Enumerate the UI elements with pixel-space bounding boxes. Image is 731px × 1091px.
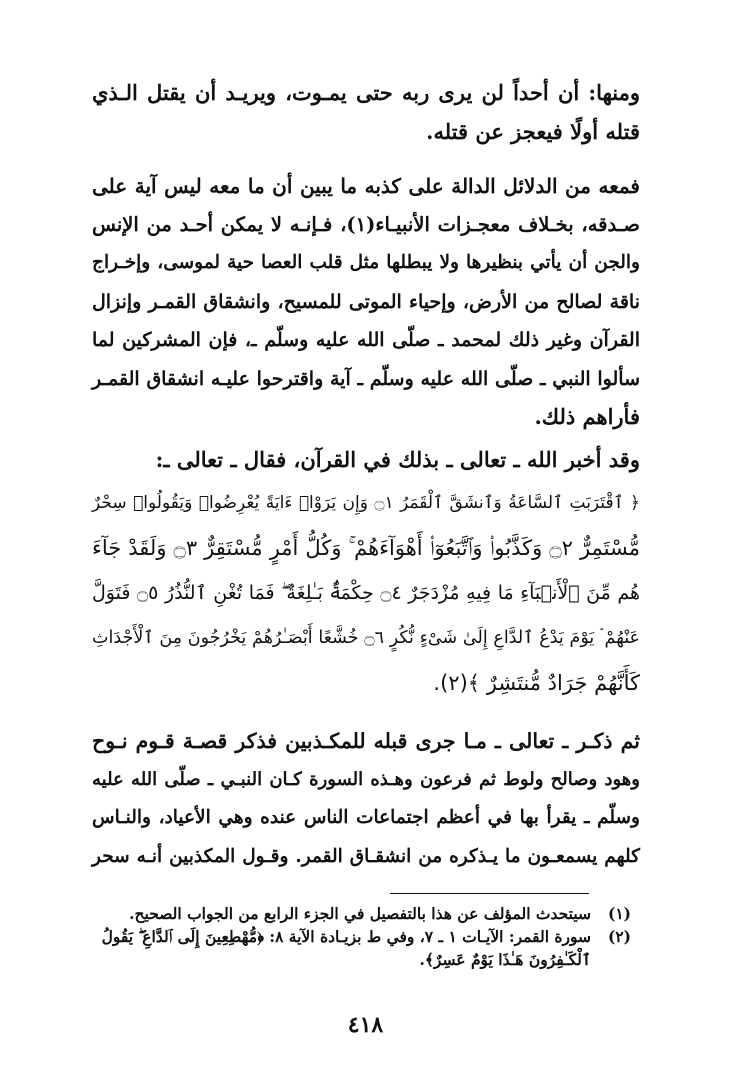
page-number: ٤١٨ [347, 1012, 384, 1038]
quran-line: مُّسْتَمِرٌّ ۝٢ وَكَذَّبُوا۟ وَٱتَّبَعُوٓا۟ أَهْوَآءَهُمْ ۚ وَكُلُّ أَمْرٍ مُّسْتَقِرٌّ ۝٣ وَلَقَدْ جَآءَ [92, 536, 640, 560]
quran-line: ﴿ ٱقْتَرَبَتِ ٱلسَّاعَةُ وَٱنشَقَّ ٱلْقَمَرُ ۝١ وَإِن يَرَوْا۟ ءَايَةً يُعْرِضُوا۟ وَيَقُولُوا۟ سِحْرٌ [92, 493, 640, 513]
quran-line: عَنْهُمْ ۘ يَوْمَ يَدْعُ ٱلدَّاعِ إِلَىٰ شَىْءٍ نُّكُرٍ ۝٦ خُشَّعًا أَبْصَـٰرُهُمْ يَخْرُجُونَ مِنَ ٱلْأَجْدَاثِ [92, 628, 640, 648]
footnote-text: سيتحدث المؤلف عن هذا بالتفصيل في الجزء الرابع من الجواب الصحيح. [129, 904, 591, 923]
quran-verses [92, 481, 640, 706]
paragraph-1 [92, 74, 640, 151]
text-line: صـدقه، بخـلاف معجـزات الأنبيـاء(١)، فـإنـه لا يمكن أحـد من الإنس [92, 212, 640, 236]
paragraph-4 [92, 722, 640, 876]
text-line: ناقة لصالح من الأرض، وإحياء الموتى للمسيح، وانشقاق القمـر وإنزال [92, 290, 640, 313]
text-line: فمعه من الدلائل الدالة على كذبه ما يبين أن ما معه ليس آية على [92, 174, 640, 198]
text-line: القرآن وغير ذلك لمحمد ـ صلّى الله عليه وسلّم ـ، فإن المشركين لما [92, 329, 640, 351]
text-line: قتله أولًا فيعجز عن قتله. [426, 118, 640, 144]
quran-line: هُم مِّنَ ٱلْأَنۢبَآءِ مَا فِيهِ مُزْدَجَرٌ ۝٤ حِكْمَةٌۢ بَـٰلِغَةٌ ۖ فَمَا تُغْنِ ٱلنُّذُرُ ۝٥ فَتَوَلَّ [92, 582, 641, 604]
text-line: وهود وصالح ولوط ثم فرعون وهـذه السورة كـان النبـي ـ صلّى الله عليه [92, 768, 640, 790]
paragraph-3 [92, 441, 640, 480]
footnote-1 [95, 902, 631, 925]
text-line: ثم ذكـر ـ تعالى ـ مـا جرى قبله للمكـذبين فذكر قصـة قـوم نـوح [92, 729, 640, 753]
footnote-text: سورة القمر: الآيـات ١ ـ ٧، وفي ط بزيـادة الآية ٨: ﴿مُّهْطِعِينَ إِلَى ٱلدَّاعِ ۖ يَقُولُ [101, 927, 591, 946]
footnote-number: (١) [607, 904, 631, 923]
text-line: سألوا النبي ـ صلّى الله عليه وسلّم ـ آية واقترحوا عليـه انشقاق القمـر [92, 367, 640, 390]
text-line: والجن أن يأتي بنظيرها ولا يبطلها مثل قلب العصا حية لموسى، وإخـراج [92, 252, 640, 273]
text-line: فأراهم ذلك. [534, 404, 640, 429]
footnote-number: (٢) [607, 927, 631, 946]
paragraph-2 [92, 167, 640, 437]
text-line: ومنها: أن أحداً لن يرى ربه حتى يمـوت، ويريـد أن يقتل الـذي [92, 80, 640, 105]
text-line: وسلّم ـ يقرأ بها في أعظم اجتماعات الناس عنده وهي الأعياد، والنـاس [92, 807, 640, 828]
footnote-divider [390, 893, 589, 894]
text-line: وقد أخبر الله ـ تعالى ـ بذلك في القرآن، فقال ـ تعالى ـ: [155, 446, 640, 472]
footnotes [95, 902, 631, 971]
footnote-2 [95, 925, 631, 971]
text-line: كلهم يسمعـون ما يـذكره من انشقـاق القمر. وقـول المكذبين أنـه سحر [92, 845, 640, 867]
quran-line: كَأَنَّهُمْ جَرَادٌ مُّنتَشِرٌ ﴾(٢). [433, 671, 640, 695]
body-text [92, 74, 640, 876]
footnote-continuation: ٱلْكَـٰفِرُونَ هَـٰذَا يَوْمٌ عَسِرٌ﴾. [419, 950, 591, 969]
